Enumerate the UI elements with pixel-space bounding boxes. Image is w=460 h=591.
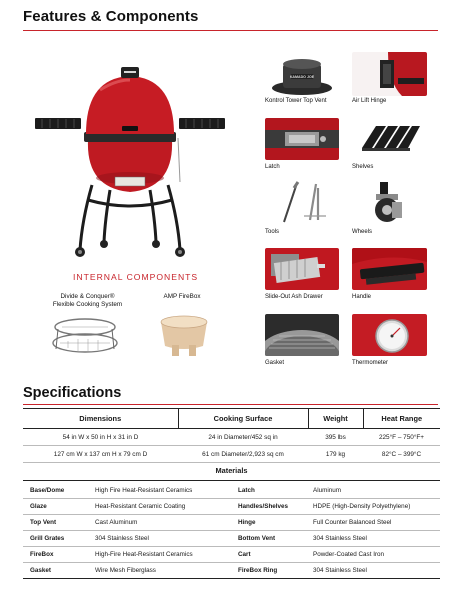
material-value: Heat-Resistant Ceramic Coating — [95, 503, 186, 510]
gasket-image — [265, 314, 339, 356]
material-key: FireBox Ring — [238, 567, 278, 574]
kamado-joe-logo: KAMADO JOE — [289, 74, 315, 79]
material-key: Handles/Shelves — [238, 503, 289, 510]
material-value: High Fire Heat-Resistant Ceramics — [95, 487, 193, 494]
materials-row — [23, 515, 440, 531]
material-value: Cast Aluminum — [95, 519, 138, 526]
material-key: Gasket — [30, 567, 52, 574]
material-key: Hinge — [238, 519, 256, 526]
material-value: 304 Stainless Steel — [313, 567, 367, 574]
handle-image — [352, 248, 427, 290]
materials-row — [23, 483, 440, 499]
materials-row — [23, 499, 440, 515]
material-value: 304 Stainless Steel — [313, 535, 367, 542]
top-vent-image — [265, 52, 339, 96]
hinge-image — [352, 52, 427, 96]
material-value: 304 Stainless Steel — [95, 535, 149, 542]
spec-header-heat-range: Heat Range — [363, 409, 440, 429]
ash-drawer-image — [265, 248, 339, 290]
spec-header-dimensions: Dimensions — [23, 409, 178, 429]
spec-header-row — [23, 409, 440, 429]
caption-shelves: Shelves — [352, 164, 374, 170]
latch-image — [265, 118, 339, 160]
material-key: Glaze — [30, 503, 47, 510]
thermometer-image — [352, 314, 427, 356]
caption-handle: Handle — [352, 294, 372, 300]
divide-conquer-label: Divide & Conquer® Flexible Cooking System — [52, 293, 123, 308]
spec-cell: 225°F – 750°F+ — [363, 429, 440, 446]
material-value: Aluminum — [313, 487, 341, 494]
flexible-cooking-system-image — [48, 315, 122, 359]
material-value: Wire Mesh Fiberglass — [95, 567, 156, 574]
caption-gasket: Gasket — [265, 360, 285, 366]
spec-cell: 179 kg — [308, 446, 363, 463]
materials-title: Materials — [215, 466, 248, 475]
materials-row — [23, 547, 440, 563]
specifications-table — [23, 408, 440, 463]
spec-cell: 54 in W x 50 in H x 31 in D — [23, 429, 178, 446]
material-key: Top Vent — [30, 519, 57, 526]
materials-divider — [23, 480, 440, 481]
spec-header-cooking-surface: Cooking Surface — [178, 409, 308, 429]
material-key: FireBox — [30, 551, 54, 558]
spec-cell: 24 in Diameter/452 sq in — [178, 429, 308, 446]
wheels-image — [362, 180, 412, 226]
shelves-image — [352, 118, 427, 160]
material-value: Powder-Coated Cast Iron — [313, 551, 385, 558]
internal-components-heading: INTERNAL COMPONENTS — [73, 272, 199, 282]
caption-ash-drawer: Slide-Out Ash Drawer — [265, 294, 323, 300]
material-value: Full Counter Balanced Steel — [313, 519, 392, 526]
specifications-divider — [23, 404, 438, 405]
material-value: HDPE (High-Density Polyethylene) — [313, 503, 411, 510]
caption-top-vent: Kontrol Tower Top Vent — [265, 98, 327, 104]
material-value: High-Fire Heat-Resistant Ceramics — [95, 551, 193, 558]
material-key: Bottom Vent — [238, 535, 276, 542]
spec-cell: 82°C – 399°C — [363, 446, 440, 463]
caption-latch: Latch — [265, 164, 280, 170]
features-title: Features & Components — [23, 8, 199, 25]
specifications-title: Specifications — [23, 385, 122, 401]
spec-cell: 127 cm W x 137 cm H x 79 cm D — [23, 446, 178, 463]
title-divider — [23, 30, 438, 31]
material-key: Latch — [238, 487, 255, 494]
caption-thermometer: Thermometer — [352, 360, 389, 366]
spec-cell: 61 cm Diameter/2,923 sq cm — [178, 446, 308, 463]
amp-firebox-image — [158, 312, 210, 360]
material-key: Base/Dome — [30, 487, 65, 494]
kamado-grill-image — [30, 60, 230, 270]
caption-wheels: Wheels — [352, 229, 373, 235]
materials-row — [23, 531, 440, 547]
material-key: Cart — [238, 551, 251, 558]
amp-firebox-label: AMP FireBox — [163, 293, 201, 300]
tools-image — [270, 180, 336, 226]
spec-cell: 395 lbs — [308, 429, 363, 446]
material-key: Grill Grates — [30, 535, 65, 542]
materials-row — [23, 563, 440, 579]
spec-row-imperial — [23, 429, 440, 446]
spec-header-weight: Weight — [308, 409, 363, 429]
caption-hinge: Air Lift Hinge — [352, 98, 387, 104]
spec-row-metric — [23, 446, 440, 463]
caption-tools: Tools — [265, 229, 280, 235]
